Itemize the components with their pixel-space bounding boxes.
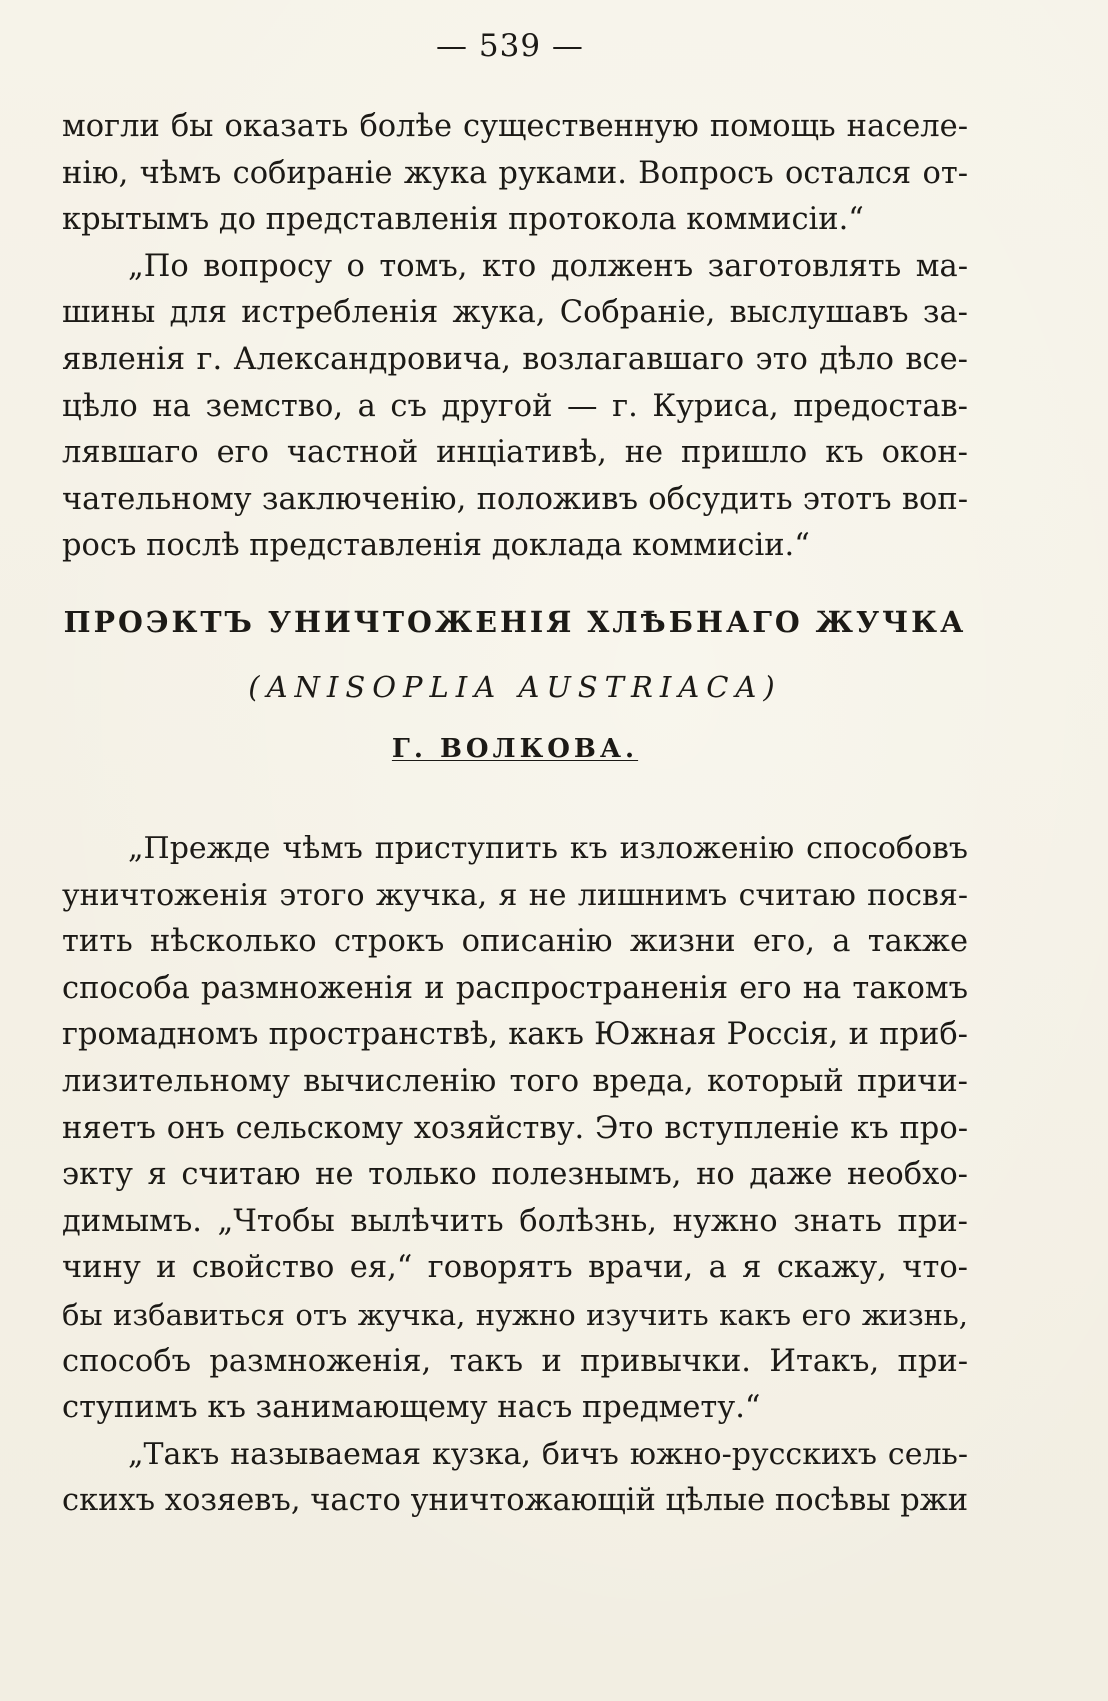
text-line: способа размноженія и распространенія его на такомъ bbox=[62, 970, 968, 1006]
section-latin-name: (ANISOPLIA AUSTRIACA) bbox=[248, 670, 782, 704]
paragraph-block-bottom bbox=[62, 826, 968, 1525]
text-line: „По вопросу о томъ, кто долженъ заготовлять ма- bbox=[128, 248, 968, 284]
page-number: — 539 — bbox=[436, 28, 584, 64]
text-line: ступимъ къ занимающему насъ предмету.“ bbox=[62, 1390, 761, 1426]
text-line: цѣло на земство, а съ другой — г. Куриса, предостав- bbox=[62, 388, 968, 424]
text-line: экту я считаю не только полезнымъ, но даже необхо- bbox=[62, 1157, 968, 1193]
text-line: лявшаго его частной инціативѣ, не пришло къ окон- bbox=[62, 435, 968, 471]
text-line: „Такъ называемая кузка, бичъ южно-русскихъ сель- bbox=[128, 1436, 968, 1472]
paragraph-block-top bbox=[62, 104, 968, 570]
text-line: „Прежде чѣмъ приступить къ изложенію способовъ bbox=[128, 831, 968, 866]
text-line: бы избавиться отъ жучка, нужно изучить какъ его жизнь, bbox=[62, 1297, 968, 1332]
text-line: крытымъ до представленія протокола коммисіи.“ bbox=[62, 202, 864, 238]
section-author: Г. ВОЛКОВА. bbox=[391, 734, 639, 764]
text-line: нію, чѣмъ собираніе жука руками. Вопросъ остался от- bbox=[62, 155, 968, 191]
text-line: скихъ хозяевъ, часто уничтожающій цѣлые посѣвы ржи bbox=[62, 1483, 969, 1519]
text-line: способъ размноженія, такъ и привычки. Итакъ, при- bbox=[62, 1343, 968, 1379]
text-line: шины для истребленія жука, Собраніе, выслушавъ за- bbox=[62, 295, 968, 331]
text-line: уничтоженія этого жучка, я не лишнимъ считаю посвя- bbox=[62, 877, 968, 913]
text-line: димымъ. „Чтобы вылѣчить болѣзнь, нужно знать при- bbox=[62, 1203, 968, 1239]
section-title: ПРОЭКТЪ УНИЧТОЖЕНІЯ ХЛѢБНАГО ЖУЧКА bbox=[63, 605, 967, 639]
text-line: чину и свойство ея,“ говорятъ врачи, а я скажу, что- bbox=[62, 1250, 968, 1286]
text-line: няетъ онъ сельскому хозяйству. Это вступленіе къ про- bbox=[62, 1110, 968, 1146]
text-line: тить нѣсколько строкъ описанію жизни его, а также bbox=[62, 924, 968, 960]
text-line: лизительному вычисленію того вреда, который причи- bbox=[62, 1063, 968, 1099]
text-line: чательному заключенію, положивъ обсудить этотъ воп- bbox=[62, 481, 968, 517]
text-line: явленія г. Александровича, возлагавшаго это дѣло все- bbox=[62, 341, 968, 377]
text-line: могли бы оказать болѣе существенную помощь населе- bbox=[62, 109, 968, 144]
text-line: росъ послѣ представленія доклада коммисіи.“ bbox=[62, 528, 810, 564]
text-line: громадномъ пространствѣ, какъ Южная Россія, и приб- bbox=[62, 1017, 968, 1053]
